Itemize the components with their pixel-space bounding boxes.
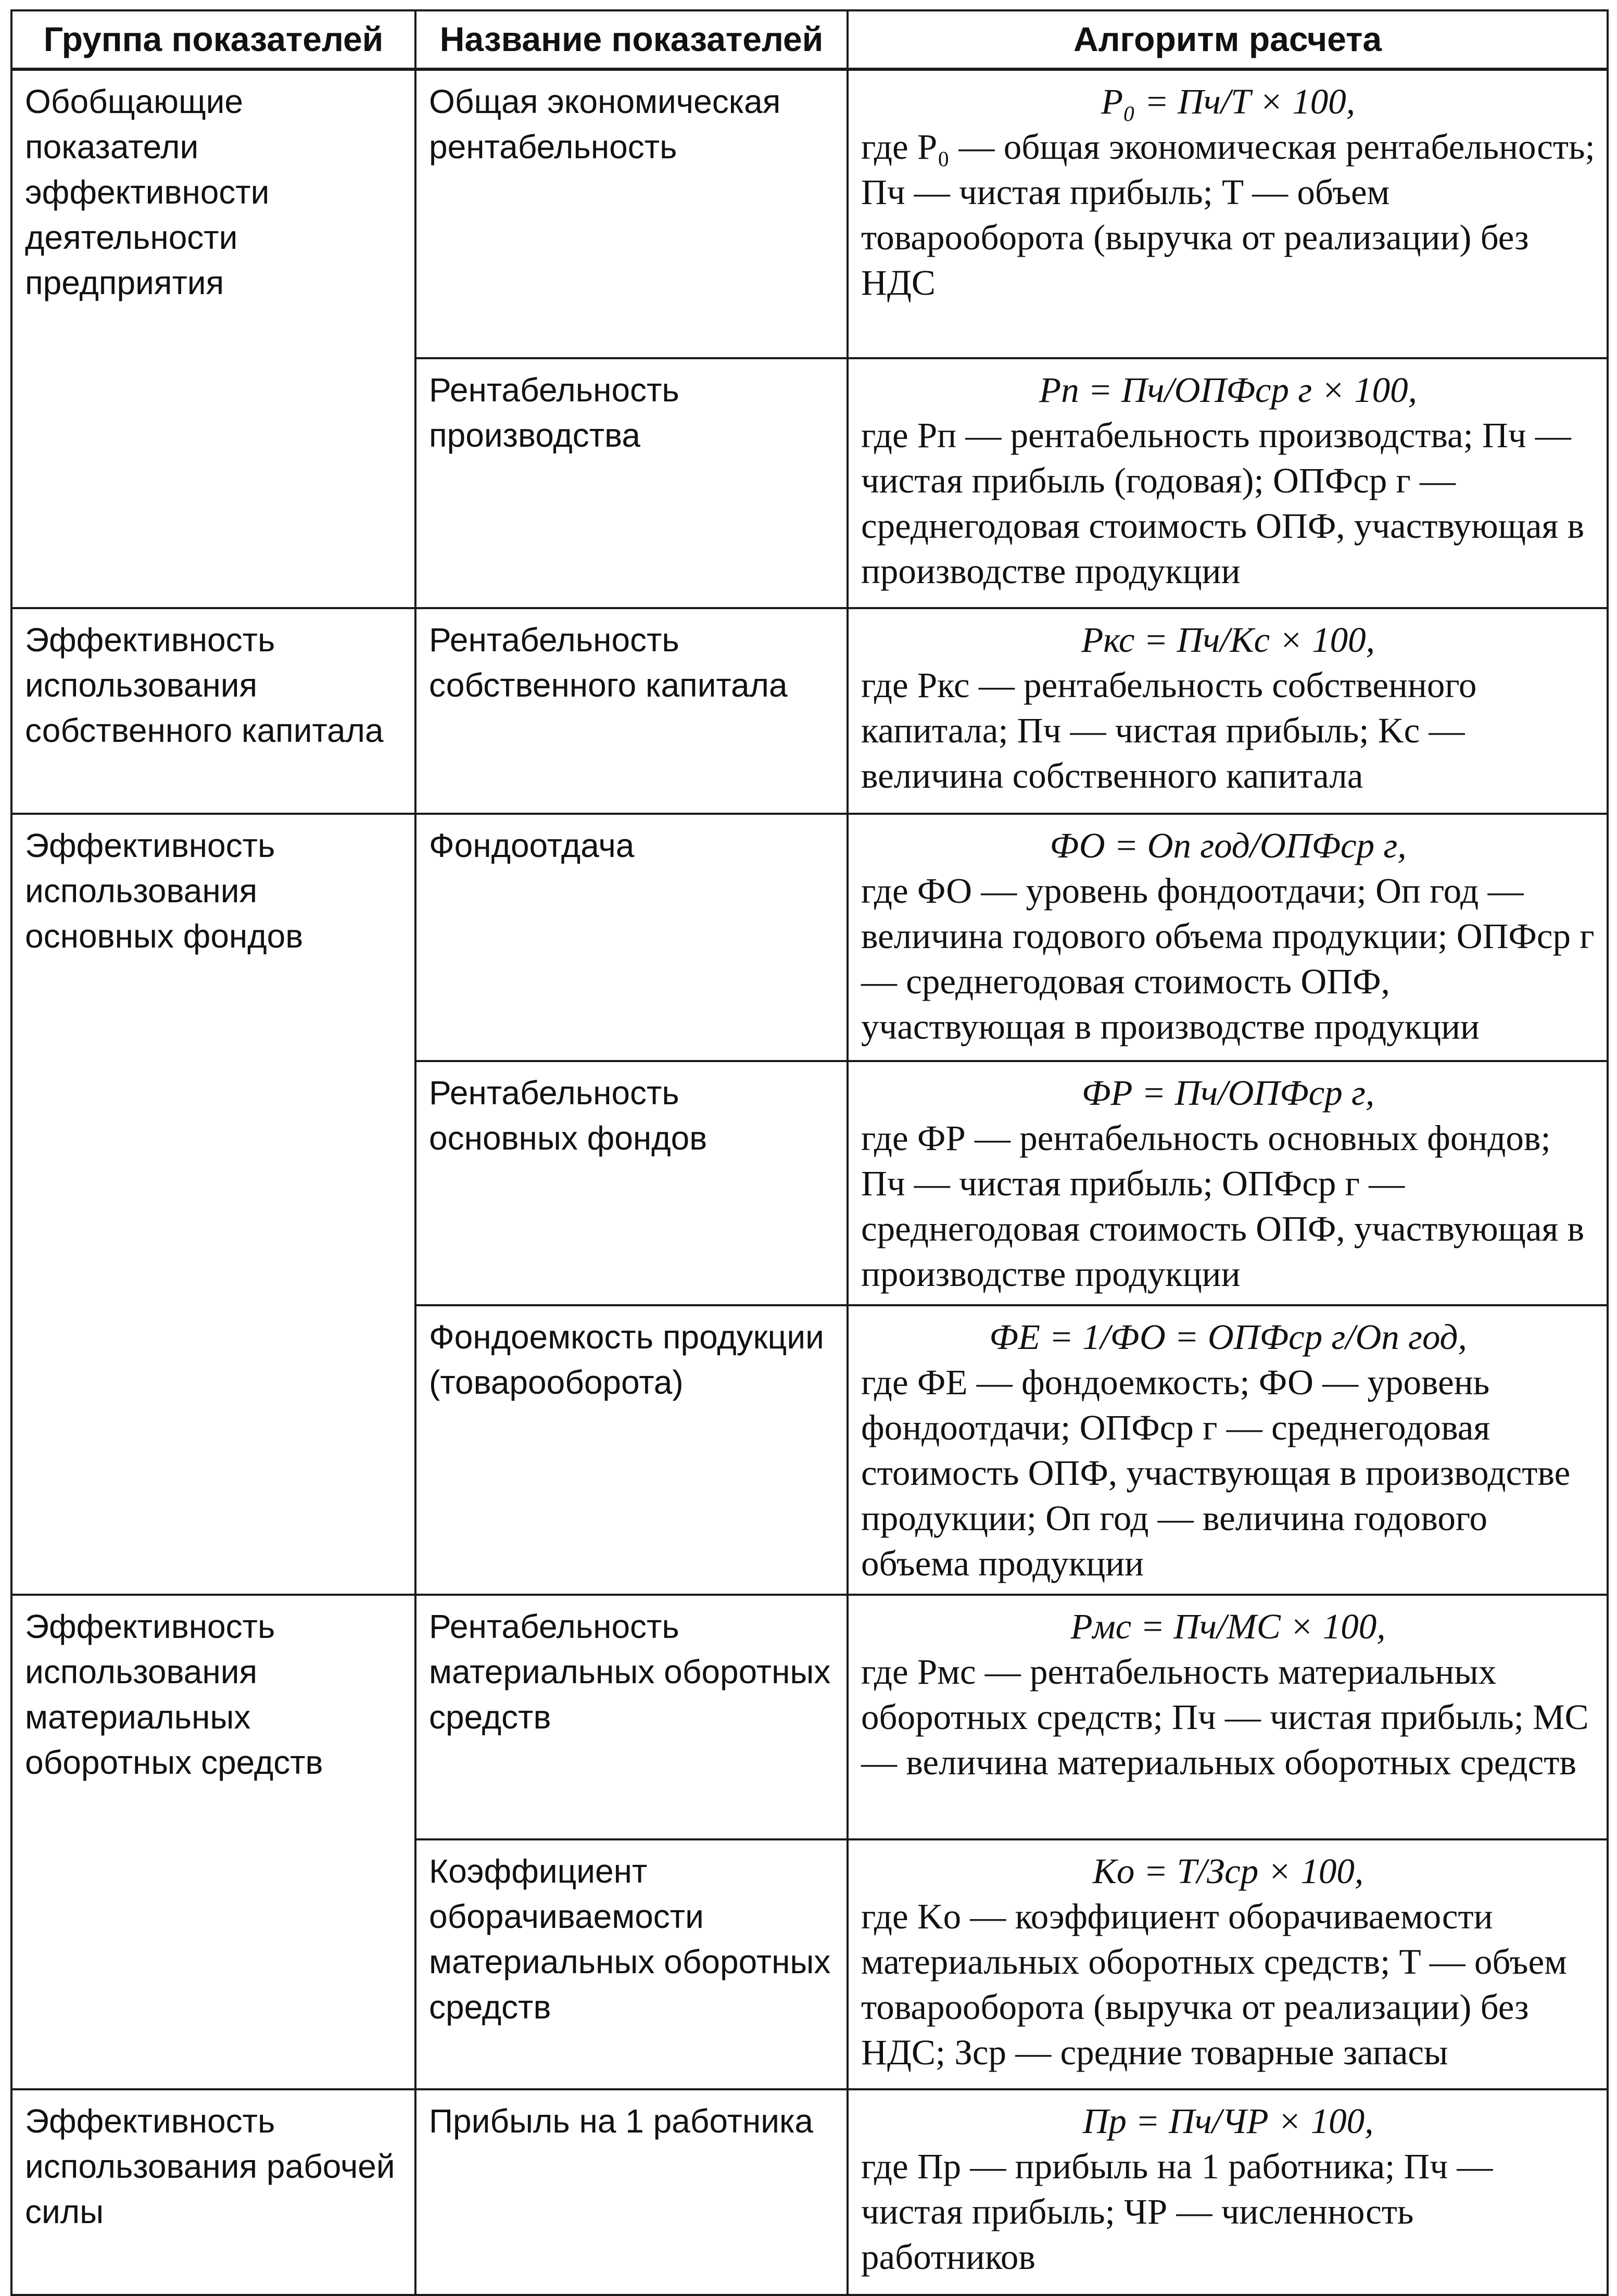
table-body [11, 69, 1608, 2295]
formula-description: где ФЕ — фондоемкость; ФО — уровень фондоотдачи; ОПФср г — среднегодовая стоимость ОПФ, участвующая в производстве продукции; Оп год — величина годового объема продукции [861, 1363, 1571, 1583]
table-header [11, 10, 1608, 69]
indicator-name: Рентабельность основных фондов [415, 1061, 848, 1305]
formula-description: где Пр — прибыль на 1 работника; Пч — чистая прибыль; ЧР — численность работников [861, 2147, 1493, 2277]
indicator-name: Фондоемкость продукции (товарооборота) [415, 1305, 848, 1595]
algorithm-cell [848, 1839, 1608, 2089]
formula: Pмс = Пч/МС × 100, [1070, 1607, 1386, 1646]
indicator-name: Рентабельность материальных оборотных средств [415, 1595, 848, 1839]
formula-description: где Kо — коэффициент оборачиваемости материальных оборотных средств; T — объем товарооборота (выручка от реализации) без НДС; Зср — средние товарные запасы [861, 1897, 1567, 2072]
indicator-name: Общая экономическая рентабельность [415, 69, 848, 358]
formula: Пр = Пч/ЧР × 100, [1082, 2101, 1374, 2141]
algorithm-cell [848, 69, 1608, 358]
formula: ФР = Пч/ОПФср г, [1081, 1073, 1375, 1113]
algorithm-cell [848, 608, 1608, 814]
formula-description: где ФО — уровень фондоотдачи; Оп год — величина годового объема продукции; ОПФср г — среднегодовая стоимость ОПФ, участвующая в производстве продукции [861, 871, 1595, 1046]
table-row [11, 2089, 1608, 2295]
indicator-name: Рентабельность производства [415, 358, 848, 608]
indicators-page [10, 9, 1607, 2296]
group-cell: Эффективность использования основных фондов [11, 814, 415, 1595]
formula: Pп = Пч/ОПФср г × 100, [1039, 370, 1417, 410]
algorithm-cell [848, 1595, 1608, 1839]
indicator-name: Прибыль на 1 работника [415, 2089, 848, 2295]
header-row [11, 10, 1608, 69]
formula: P₀ = Пч/T × 100, [1101, 82, 1356, 121]
formula-description: где P₀ — общая экономическая рентабельность; Пч — чистая прибыль; T — объем товарооборота (выручка от реализации) без НДС [861, 127, 1595, 302]
table-row [11, 1595, 1608, 1839]
algorithm-cell [848, 1305, 1608, 1595]
header-group: Группа показателей [11, 10, 415, 69]
indicator-name: Рентабельность собственного капитала [415, 608, 848, 814]
group-cell: Эффективность использования собственного капитала [11, 608, 415, 814]
formula: ФЕ = 1/ФО = ОПФср г/Оп год, [989, 1317, 1467, 1357]
algorithm-cell [848, 358, 1608, 608]
group-cell: Обобщающие показатели эффективности деятельности предприятия [11, 69, 415, 608]
formula-description: где Pп — рентабельность производства; Пч — чистая прибыль (годовая); ОПФср г — среднегодовая стоимость ОПФ, участвующая в производстве продукции [861, 415, 1585, 591]
formula: ФО = Оп год/ОПФср г, [1050, 826, 1407, 865]
table-row [11, 608, 1608, 814]
algorithm-cell [848, 814, 1608, 1061]
indicator-name: Фондоотдача [415, 814, 848, 1061]
table-row [11, 69, 1608, 358]
group-cell: Эффективность использования рабочей силы [11, 2089, 415, 2295]
table-row [11, 814, 1608, 1061]
formula-description: где Pмс — рентабельность материальных оборотных средств; Пч — чистая прибыль; МС — величина материальных оборотных средств [861, 1652, 1589, 1782]
header-algorithm: Алгоритм расчета [848, 10, 1608, 69]
group-cell: Эффективность использования материальных оборотных средств [11, 1595, 415, 2089]
algorithm-cell [848, 2089, 1608, 2295]
formula: Kо = T/Зср × 100, [1092, 1851, 1364, 1891]
formula-description: где Pкс — рентабельность собственного капитала; Пч — чистая прибыль; Kс — величина собственного капитала [861, 665, 1477, 796]
indicator-name: Коэффициент оборачиваемости материальных оборотных средств [415, 1839, 848, 2089]
formula-description: где ФР — рентабельность основных фондов; Пч — чистая прибыль; ОПФср г — среднегодовая стоимость ОПФ, участвующая в производстве продукции [861, 1118, 1585, 1294]
header-name: Название показателей [415, 10, 848, 69]
indicators-table [10, 9, 1609, 2296]
algorithm-cell [848, 1061, 1608, 1305]
formula: Pкс = Пч/Kс × 100, [1081, 620, 1375, 660]
